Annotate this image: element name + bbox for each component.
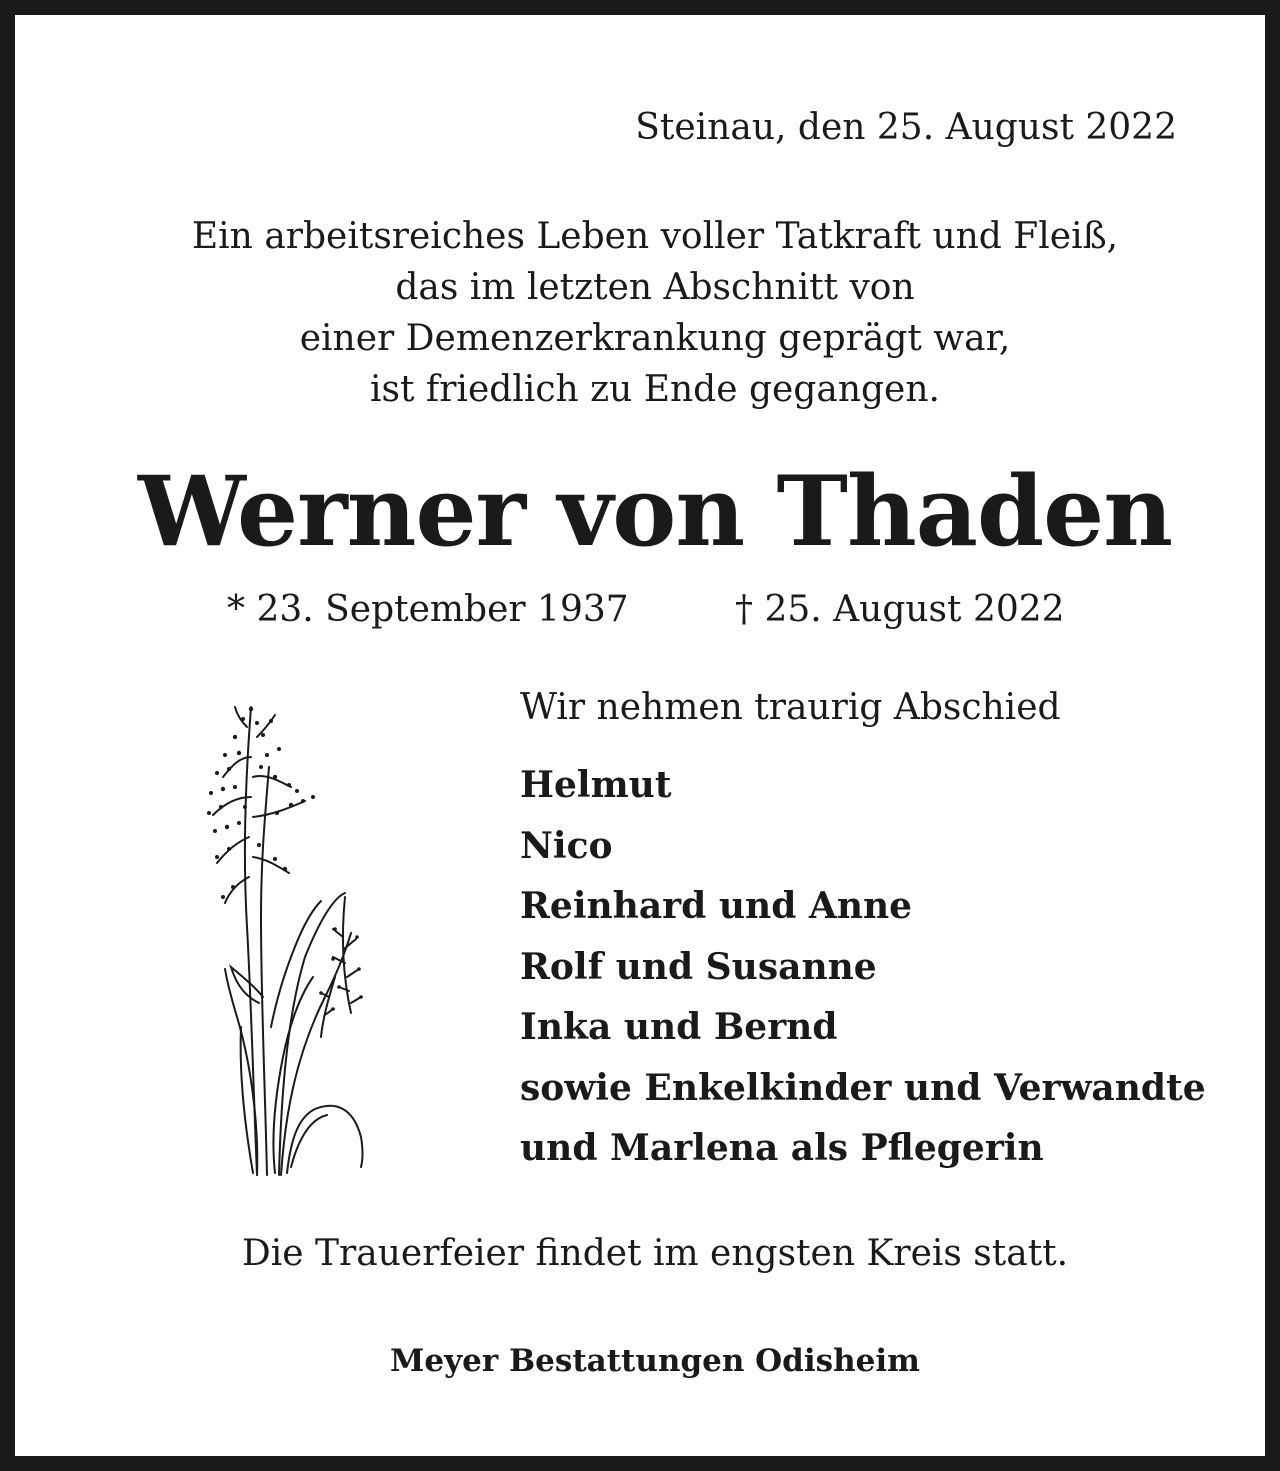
service-note: Die Trauerfeier findet im engsten Kreis statt. [241, 1233, 1069, 1274]
place-date: Steinau, den 25. August 2022 [635, 107, 1177, 148]
mourners-list [520, 755, 1206, 1179]
mourner: Helmut [520, 764, 672, 806]
death-date: † 25. August 2022 [735, 589, 1065, 630]
undertaker-name: Meyer Bestattungen Odisheim [390, 1343, 920, 1379]
verse-line: das im letzten Abschnitt von [395, 267, 915, 308]
mourner: Rolf und Susanne [520, 945, 877, 988]
verse-line: ist friedlich zu Ende gegangen. [370, 369, 940, 410]
mourner: sowie Enkelkinder und Verwandte [520, 1066, 1206, 1109]
mourner: und Marlena als Pflegerin [520, 1127, 1044, 1169]
mourner: Reinhard und Anne [520, 885, 913, 927]
mourner: Nico [520, 824, 613, 867]
verse-line: einer Demenzerkrankung geprägt war, [299, 318, 1011, 359]
mourner: Inka und Bernd [520, 1006, 838, 1048]
verse [15, 211, 1280, 415]
birth-date: * 23. September 1937 [227, 589, 629, 630]
farewell-text: Wir nehmen traurig Abschied [520, 687, 1061, 728]
verse-line: Ein arbeitsreiches Leben voller Tatkraft und Fleiß, [191, 216, 1119, 257]
deceased-name: Werner von Thaden [138, 455, 1172, 568]
grass-illustration-icon [195, 697, 375, 1179]
